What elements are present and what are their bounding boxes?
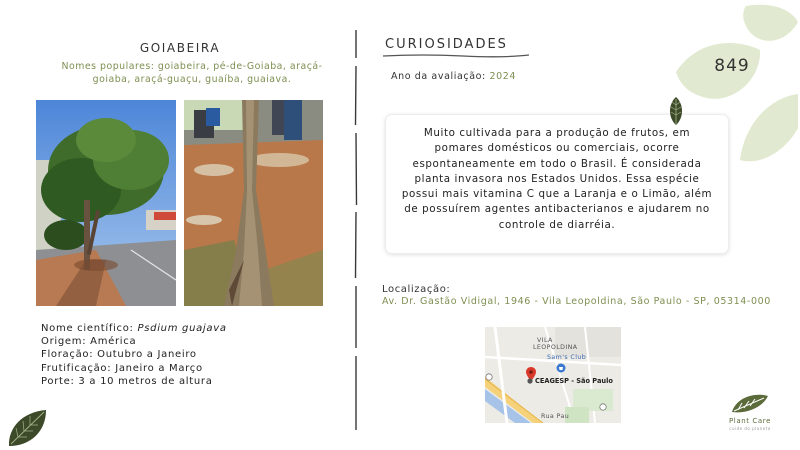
logo-tagline: cuide do planeta [729,426,771,431]
fact-flowering: Floração: Outubro a Janeiro [41,349,197,361]
fact-size: Porte: 3 a 10 metros de altura [41,375,213,387]
map-poi-label: Sam's Club [547,354,587,361]
plant-title: GOIABEIRA [139,41,221,55]
plant-facts [41,322,227,388]
fact-scientific-name: Nome científico: Psdium guajava [41,323,227,334]
tree-photo-trunk [184,100,323,306]
fact-fruiting: Frutificação: Janeiro a Março [41,362,203,374]
title-underline [383,53,529,59]
popular-names: Nomes populares: goiabeira, pé-de-Goiaba, araçá-goiaba, araçá-guaçu, guaíba, guaiava. [61,61,323,85]
map-street-label: Rua Pau [541,413,570,420]
evaluation-year-value: 2024 [489,71,517,82]
column-divider [352,30,360,430]
shopping-pin-icon [556,363,566,373]
curiosities-title: CURIOSIDADES [385,37,508,52]
market-dot-icon [527,378,533,384]
logo-name: Plant Care [728,417,772,425]
map-pin-label: CEAGESP - São Paulo [535,377,613,385]
map-district-label: VILA LEOPOLDINA [533,337,578,351]
plant-care-logo [722,390,778,434]
location-map[interactable] [485,327,621,423]
fact-origin: Origem: América [41,336,137,348]
corner-leaf-icon [6,408,48,448]
curiosities-card: Muito cultivada para a produção de frutos, em pomares domésticos ou comerciais, ocorre espontaneamente em todo o Brasil. É considerada planta invasora nos Estados Unidos. Essa espécie possui mais vitamina C que a Laranja e o Limão, além de possuírem agentes antibacterianos e ajudarem no controle de diarréia. [385,114,729,254]
decorative-leaves-icon [670,0,800,180]
scientific-name-value: Psdium guajava [137,323,227,334]
tree-number-badge: 849 [714,56,750,76]
leaf-icon [667,96,685,126]
evaluation-year: Ano da avaliação: 2024 [391,71,517,82]
location-address: Av. Dr. Gastão Vidigal, 1946 - Vila Leopoldina, São Paulo - SP, 05314-000 [382,296,771,307]
tree-photo-street [36,100,176,306]
logo-leaf-icon [730,390,770,416]
location-label: Localização: [382,284,451,295]
